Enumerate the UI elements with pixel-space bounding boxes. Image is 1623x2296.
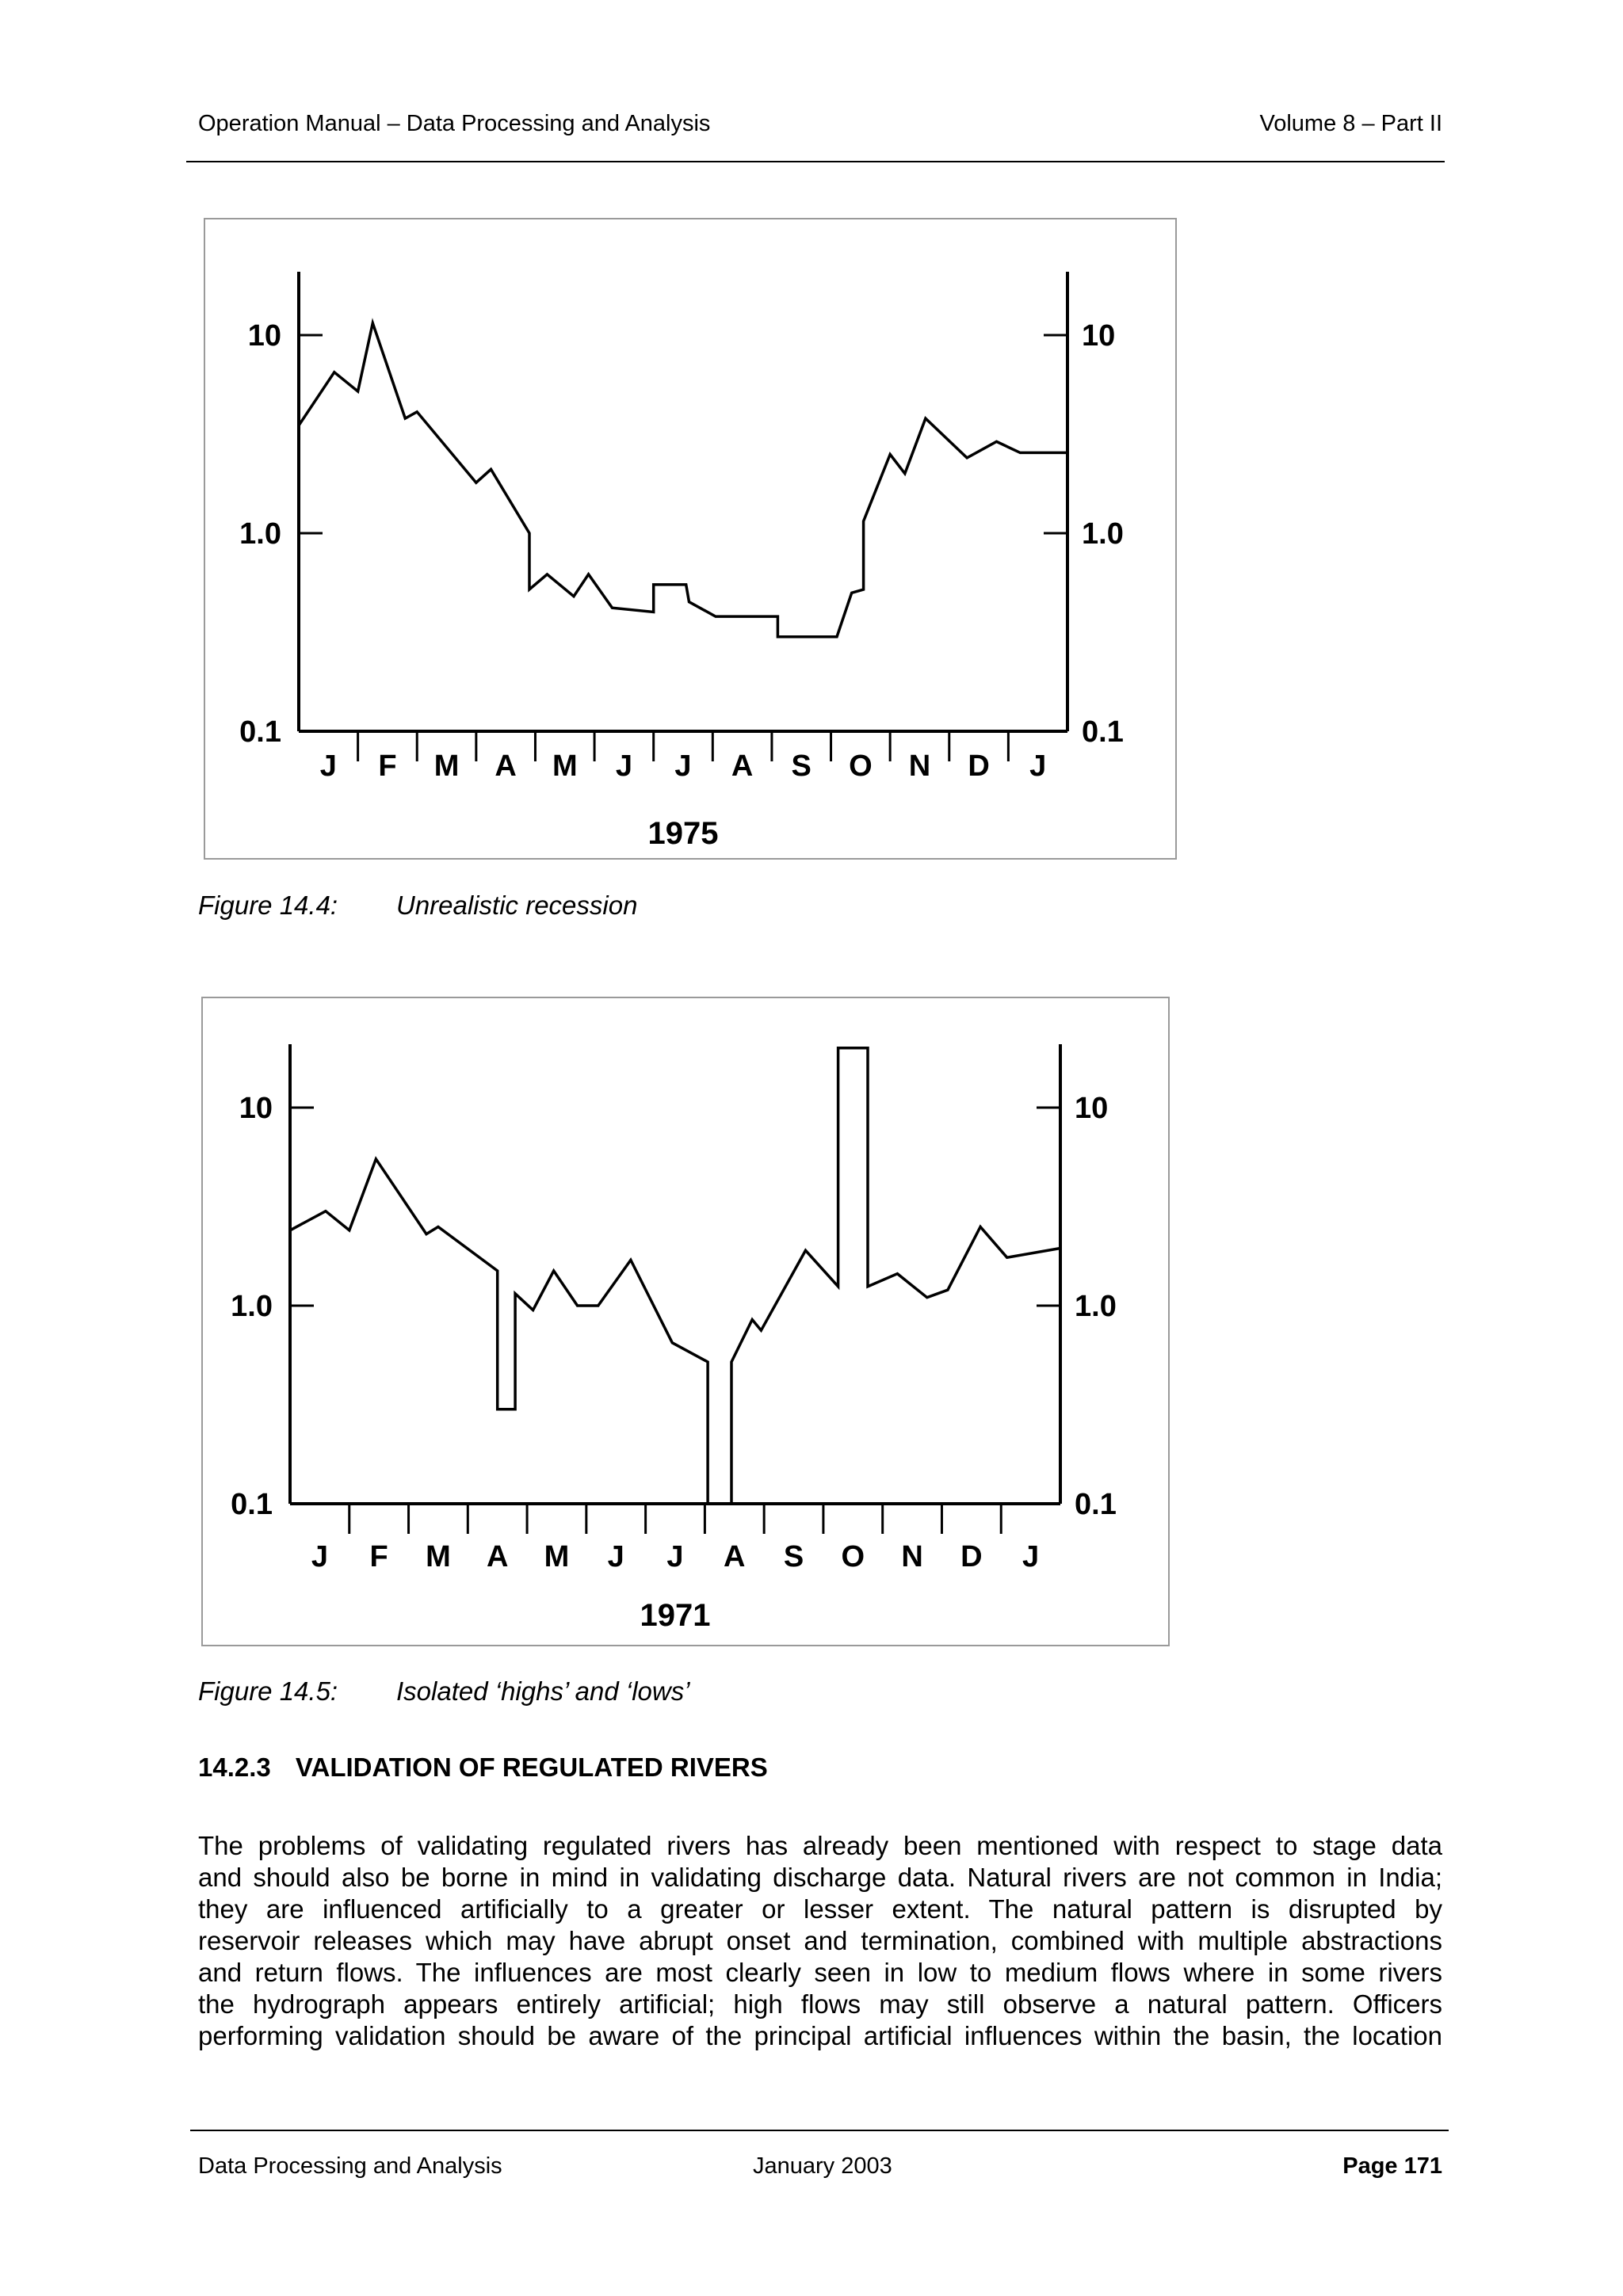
y-tick-label-right: 1.0: [1082, 517, 1124, 551]
month-label: J: [1029, 749, 1047, 783]
figure-14-4: [204, 218, 1177, 860]
month-label: M: [544, 1540, 570, 1573]
y-tick-label-right: 10: [1082, 319, 1116, 353]
y-tick-label-left: 10: [247, 319, 281, 353]
footer-center: January 2003: [753, 2153, 892, 2179]
month-label: S: [791, 749, 812, 783]
y-tick-label-right: 10: [1075, 1092, 1109, 1125]
month-label: S: [783, 1540, 804, 1573]
month-label: N: [901, 1540, 923, 1573]
year-label: 1971: [640, 1598, 711, 1633]
y-tick-label-right: 0.1: [1082, 715, 1124, 749]
month-label: J: [674, 749, 692, 783]
y-tick-label-left: 0.1: [239, 715, 281, 749]
month-label: J: [311, 1540, 328, 1573]
section-heading: [198, 1753, 768, 1783]
hydrograph-chart-1975: [205, 219, 1175, 858]
header-right: Volume 8 – Part II: [1259, 111, 1442, 136]
footer-left: Data Processing and Analysis: [198, 2153, 502, 2179]
paragraph-line: performing validation should be aware of the principal artificial influences within the basin, the location: [198, 2021, 1442, 2050]
y-tick-label-right: 0.1: [1075, 1488, 1117, 1521]
month-label: O: [849, 749, 873, 783]
discharge-series-line: [290, 1048, 1060, 1504]
year-label: 1975: [647, 816, 719, 851]
month-label: D: [968, 749, 990, 783]
month-label: J: [1022, 1540, 1040, 1573]
figure-caption-text: Isolated ‘highs’ and ‘lows’: [396, 1676, 690, 1706]
hydrograph-chart-1971: [203, 998, 1168, 1645]
month-label: M: [433, 749, 460, 783]
month-label: D: [960, 1540, 983, 1573]
month-label: A: [495, 749, 517, 783]
body-paragraph: [198, 1830, 1442, 2052]
month-label: J: [615, 749, 632, 783]
month-label: M: [426, 1540, 451, 1573]
paragraph-line: and should also be borne in mind in validating discharge data. Natural rivers are not common in India;: [198, 1863, 1442, 1892]
page-number: Page 171: [1342, 2153, 1442, 2179]
figure-label: Figure 14.4:: [198, 891, 338, 920]
y-tick-label-left: 1.0: [231, 1290, 273, 1323]
page-footer: [198, 2153, 1442, 2185]
month-label: J: [666, 1540, 684, 1573]
section-number: 14.2.3: [198, 1753, 271, 1782]
paragraph-line: the hydrograph appears entirely artificial; high flows may still observe a natural pattern. Officers: [198, 1989, 1442, 2019]
month-label: A: [724, 1540, 746, 1573]
y-tick-label-left: 0.1: [231, 1488, 273, 1521]
month-label: F: [378, 749, 397, 783]
y-tick-label-left: 10: [239, 1092, 273, 1125]
month-label: N: [908, 749, 931, 783]
footer-rule: [190, 2130, 1449, 2131]
page-header: [198, 111, 1442, 143]
month-label: J: [319, 749, 337, 783]
discharge-series-line: [299, 323, 1067, 637]
figure-14-5: [201, 997, 1170, 1646]
paragraph-line: and return flows. The influences are most clearly seen in low to medium flows where in some rivers: [198, 1958, 1442, 1987]
chart-axes: [231, 1044, 1117, 1633]
figure-caption-text: Unrealistic recession: [396, 891, 638, 920]
month-label: O: [841, 1540, 865, 1573]
header-left: Operation Manual – Data Processing and Analysis: [198, 111, 711, 136]
month-label: A: [486, 1540, 509, 1573]
figure-label: Figure 14.5:: [198, 1676, 338, 1706]
y-tick-label-right: 1.0: [1075, 1290, 1117, 1323]
chart-axes: [239, 272, 1124, 851]
header-rule: [186, 161, 1445, 162]
month-label: M: [552, 749, 578, 783]
paragraph-line: The problems of validating regulated rivers has already been mentioned with respect to stage data: [198, 1831, 1442, 1860]
y-tick-label-left: 1.0: [239, 517, 281, 551]
section-title: VALIDATION OF REGULATED RIVERS: [295, 1753, 768, 1782]
month-label: J: [607, 1540, 624, 1573]
paragraph-line: reservoir releases which may have abrupt onset and termination, combined with multiple abstractions: [198, 1926, 1442, 1955]
paragraph-line: they are influenced artificially to a greater or lesser extent. The natural pattern is disrupted by: [198, 1894, 1442, 1924]
month-label: A: [731, 749, 754, 783]
month-label: F: [369, 1540, 388, 1573]
